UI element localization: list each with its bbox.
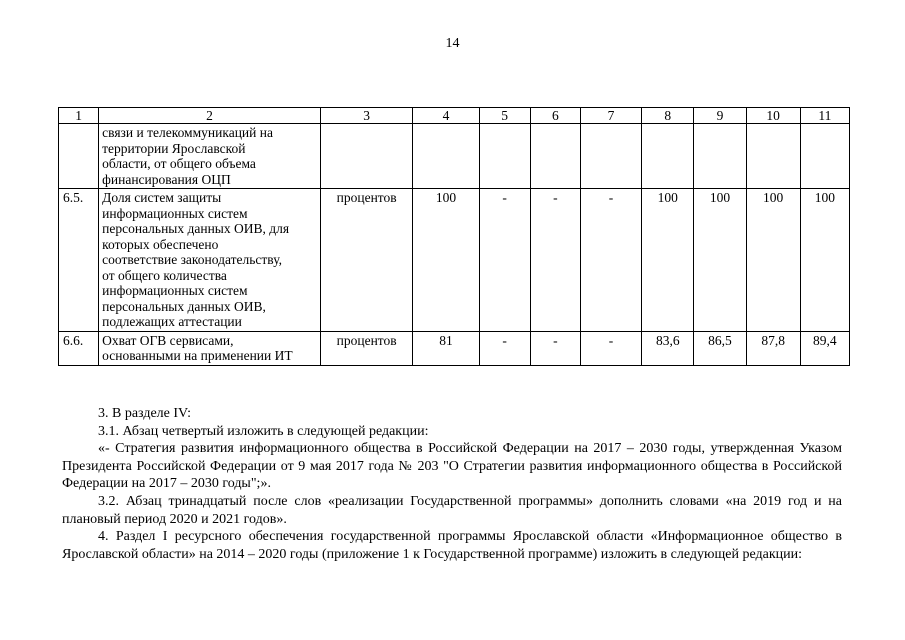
header-cell: 3 xyxy=(320,108,412,124)
value-cell: 81 xyxy=(413,331,479,365)
header-cell: 5 xyxy=(479,108,530,124)
value-cell xyxy=(642,124,694,189)
indicator-name-line: финансирования ОЦП xyxy=(102,171,231,187)
page-number: 14 xyxy=(445,36,460,51)
paragraph-quote: «- Стратегия развития информационного общества в Российской Федерации на 2017 – 2030 годы, утвержденная Указом Президента Российской Федерации от 9 мая 2017 года № 203 "О Стратегии развития информационного общества в Российской Федерации на 2017 – 2030 годы";». xyxy=(62,441,842,492)
indicator-name-line: от общего количества xyxy=(102,267,227,283)
indicator-name-line: Доля систем защиты xyxy=(102,190,222,205)
value-cell: - xyxy=(479,189,530,332)
row-number xyxy=(59,124,99,189)
paragraph-item: 4. Раздел I ресурсного обеспечения государственной программы Ярославской области «Информационное общество в Ярославской области» на 2014 – 2020 годы (приложение 1 к Государственной программе) изложить в следующей редакции: xyxy=(62,529,842,562)
value-cell: - xyxy=(530,331,580,365)
value-cell: - xyxy=(580,331,641,365)
indicator-name-line: подлежащих аттестации xyxy=(102,314,242,329)
value-cell: 86,5 xyxy=(694,331,746,365)
indicator-name xyxy=(99,124,321,189)
indicator-name-line: соответствие законодательству, xyxy=(102,252,282,267)
header-cell: 8 xyxy=(642,108,694,124)
value-cell: - xyxy=(580,189,641,332)
indicator-name-line: которых обеспечено xyxy=(102,236,219,252)
header-cell: 1 xyxy=(59,108,99,124)
indicator-name-line: информационных систем xyxy=(102,283,248,298)
value-cell: 100 xyxy=(642,189,694,332)
paragraph-item: 3.1. Абзац четвертый изложить в следующей редакции: xyxy=(98,423,429,439)
value-cell xyxy=(413,124,479,189)
indicator-name-line: области, от общего объема xyxy=(102,156,256,171)
value-cell xyxy=(800,124,849,189)
value-cell: 100 xyxy=(800,189,849,332)
indicators-table xyxy=(58,107,850,366)
unit-cell: процентов xyxy=(320,331,412,365)
indicator-name xyxy=(99,331,321,365)
header-cell: 10 xyxy=(746,108,800,124)
table-row xyxy=(59,189,850,332)
indicator-name-line: связи и телекоммуникаций на xyxy=(102,125,273,140)
paragraph-section-heading: 3. В разделе IV: xyxy=(98,406,191,421)
indicator-name-line: основанными на применении ИТ xyxy=(102,348,293,363)
value-cell xyxy=(580,124,641,189)
indicator-name xyxy=(99,189,321,332)
value-cell: - xyxy=(530,189,580,332)
indicator-name-line: персональных данных ОИВ, для xyxy=(102,221,290,236)
amendment-text xyxy=(62,405,842,563)
indicator-name-line: территории Ярославской xyxy=(102,140,246,156)
value-cell: 100 xyxy=(694,189,746,332)
row-number: 6.5. xyxy=(59,189,99,332)
value-cell xyxy=(530,124,580,189)
value-cell xyxy=(694,124,746,189)
indicator-name-line: персональных данных ОИВ, xyxy=(102,298,266,314)
row-number: 6.6. xyxy=(59,331,99,365)
header-cell: 2 xyxy=(99,108,321,124)
header-cell: 6 xyxy=(530,108,580,124)
table-header-row xyxy=(59,108,850,124)
value-cell: 83,6 xyxy=(642,331,694,365)
value-cell: 87,8 xyxy=(746,331,800,365)
value-cell xyxy=(479,124,530,189)
table-row xyxy=(59,124,850,189)
value-cell: 100 xyxy=(746,189,800,332)
header-cell: 7 xyxy=(580,108,641,124)
value-cell: - xyxy=(479,331,530,365)
unit-cell xyxy=(320,124,412,189)
paragraph-item: 3.2. Абзац тринадцатый после слов «реализации Государственной программы» дополнить словами «на 2019 год и на плановый период 2020 и 2021 годов». xyxy=(62,493,842,527)
header-cell: 4 xyxy=(413,108,479,124)
unit-cell: процентов xyxy=(320,189,412,332)
indicator-name-line: информационных систем xyxy=(102,205,248,221)
table-row xyxy=(59,331,850,365)
value-cell: 89,4 xyxy=(800,331,849,365)
value-cell xyxy=(746,124,800,189)
indicator-name-line: Охват ОГВ сервисами, xyxy=(102,332,234,348)
header-cell: 9 xyxy=(694,108,746,124)
value-cell: 100 xyxy=(413,189,479,332)
header-cell: 11 xyxy=(800,108,849,124)
